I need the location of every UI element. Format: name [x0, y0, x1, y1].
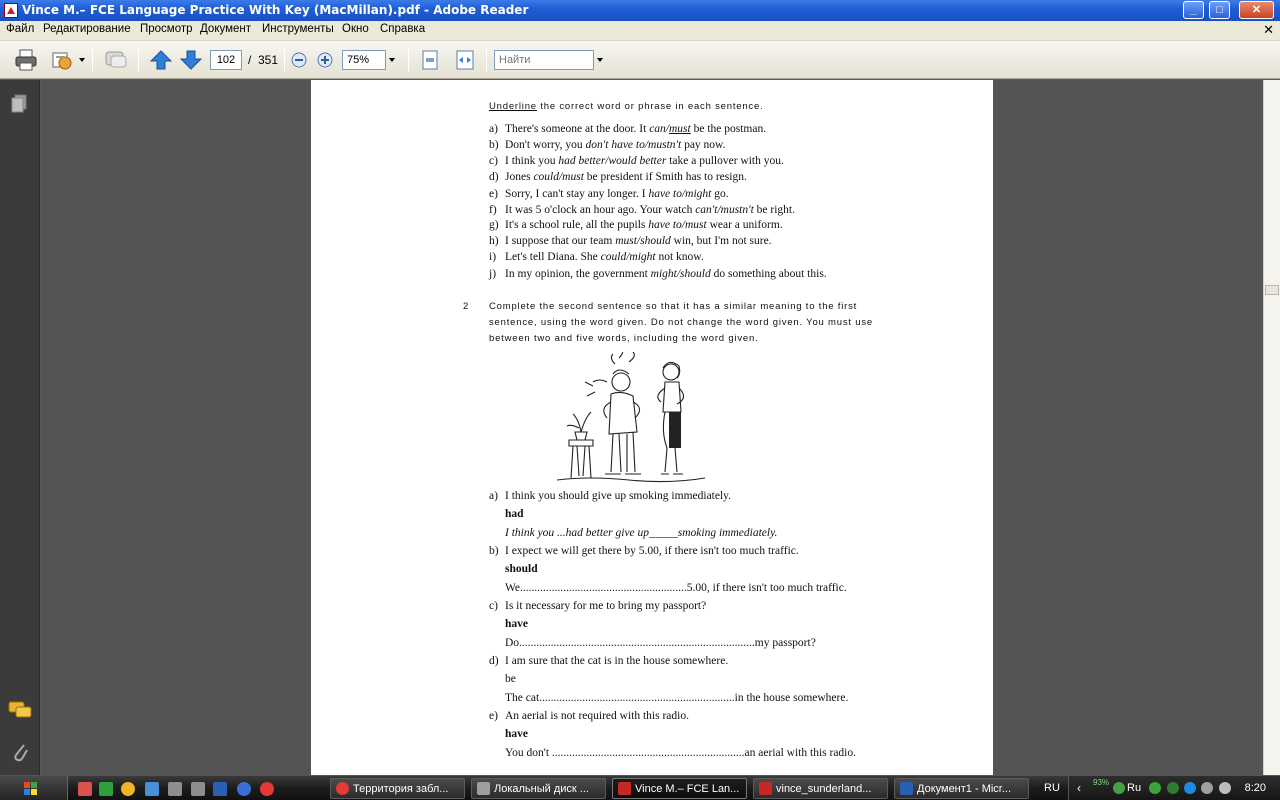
- ex2-keyword: [505, 728, 528, 740]
- maximize-button[interactable]: □: [1209, 1, 1230, 19]
- ex1-label: c): [489, 155, 498, 167]
- ex1-text: I suppose that our team: [505, 235, 616, 247]
- ex1-options: must/should: [615, 235, 671, 247]
- quicklaunch-chrome-icon[interactable]: [260, 782, 274, 796]
- document-viewport[interactable]: [41, 80, 1263, 775]
- minimize-button[interactable]: _: [1183, 1, 1204, 19]
- ex1-text: go.: [711, 188, 729, 200]
- ex2-answer-line-text: Do..................................................................................my passport?: [505, 637, 816, 649]
- quicklaunch-avast-icon[interactable]: [121, 782, 135, 796]
- ex2-answer-line-text: We..........................................................5.00, if there isn't too much traffic.: [505, 582, 847, 594]
- ex1-options: don't have to/mustn't: [585, 139, 682, 151]
- exercise-1-item: [489, 268, 827, 280]
- ex1-label: a): [489, 123, 498, 135]
- exercise-1-item: [489, 171, 747, 183]
- start-button[interactable]: [0, 776, 68, 800]
- exercise-1-item: [489, 188, 729, 200]
- ex1-label: e): [489, 188, 498, 200]
- ex1-text: There's someone at the door. It: [505, 123, 650, 135]
- ex1-label: d): [489, 171, 499, 183]
- quicklaunch-word-icon[interactable]: [213, 782, 227, 796]
- exercise-1-item: [489, 139, 725, 151]
- ex2-sentence-text: I am sure that the cat is in the house somewhere.: [505, 655, 729, 667]
- search-input[interactable]: [494, 50, 594, 70]
- ex2-sentence: [489, 655, 728, 667]
- ex1-label: f): [489, 204, 497, 216]
- toolbar-separator: [284, 48, 285, 72]
- ex2-answer-line: [505, 527, 777, 539]
- tray-lang-icon[interactable]: Ru: [1127, 782, 1142, 794]
- ex1-options: might/should: [650, 268, 711, 280]
- window-titlebar: [0, 0, 1280, 21]
- page-separator: /: [248, 53, 252, 67]
- ex1-text: It's a school rule, all the pupils: [505, 219, 649, 231]
- ex1-options: could/must: [533, 171, 584, 183]
- tray-app-icon[interactable]: [1184, 782, 1196, 794]
- ex2-label: c): [489, 600, 498, 612]
- pdf-page: [311, 80, 993, 775]
- exercise-2-instruction-line: Complete the second sentence so that it has a similar meaning to the first: [489, 301, 858, 312]
- zoom-level-input[interactable]: [342, 50, 386, 70]
- fit-width-icon[interactable]: [453, 49, 477, 71]
- toolbar-separator: [408, 48, 409, 72]
- tray-app-icon[interactable]: [1201, 782, 1213, 794]
- word-icon: [900, 782, 913, 795]
- wifi-icon[interactable]: [1167, 782, 1179, 794]
- pdf-icon: [618, 782, 631, 795]
- zoom-in-icon[interactable]: [316, 51, 334, 69]
- ex1-text: do something about this.: [710, 268, 827, 280]
- menu-view[interactable]: Просмотр: [140, 23, 193, 35]
- ex2-keyword: [505, 508, 524, 520]
- ex2-answer-line-text: You don't ...................................................................an aerial with this radio.: [505, 747, 856, 759]
- ex1-options: have to/must: [648, 219, 707, 231]
- ex2-answer-line: [505, 637, 816, 649]
- pdf-icon: [759, 782, 772, 795]
- ex1-text: be right.: [753, 204, 795, 216]
- ex1-text: be the postman.: [690, 123, 767, 135]
- adobe-reader-icon: [4, 3, 18, 18]
- toolbar-separator: [486, 48, 487, 72]
- task-label: Документ1 - Micr...: [917, 783, 1012, 795]
- menu-window[interactable]: Окно: [342, 23, 369, 35]
- exercise-1-instruction: [489, 101, 764, 112]
- ex1-options-underlined: must: [669, 123, 691, 135]
- ex2-keyword-text: have: [505, 618, 528, 630]
- ex1-options: could/might: [600, 251, 656, 263]
- ex1-label: j): [489, 268, 497, 280]
- ex2-sentence: [489, 710, 689, 722]
- ex1-options: had better/would better: [558, 155, 667, 167]
- tray-expand-icon[interactable]: ‹: [1077, 781, 1081, 795]
- ex1-text: Jones: [505, 171, 534, 183]
- ex1-text: Don't worry, you: [505, 139, 586, 151]
- previous-page-icon[interactable]: [149, 49, 173, 71]
- ex1-text: not know.: [655, 251, 704, 263]
- ex2-label: b): [489, 545, 499, 557]
- windows-logo-icon: [24, 782, 38, 795]
- ex1-text: be president if Smith has to resign.: [583, 171, 747, 183]
- ex1-text: win, but I'm not sure.: [670, 235, 772, 247]
- close-document-icon[interactable]: ✕: [1263, 22, 1274, 37]
- ex2-keyword-text: had: [505, 508, 524, 520]
- page-number-input[interactable]: [210, 50, 242, 70]
- instruction-text: the correct word or phrase in each sentence.: [536, 101, 764, 112]
- task-label: Локальный диск ...: [494, 783, 589, 795]
- ex2-keyword: [505, 673, 516, 685]
- toolbar-separator: [92, 48, 93, 72]
- close-button[interactable]: ✕: [1239, 1, 1274, 19]
- menu-help[interactable]: Справка: [380, 23, 426, 35]
- volume-icon[interactable]: [1219, 782, 1231, 794]
- next-page-icon[interactable]: [179, 49, 203, 71]
- comments-panel-icon[interactable]: [8, 700, 32, 720]
- exercise-1-item: [489, 235, 772, 247]
- ex2-label: d): [489, 655, 499, 667]
- ex1-options: can/: [649, 123, 669, 135]
- utorrent-icon[interactable]: [1149, 782, 1161, 794]
- scrollbar-thumb[interactable]: [1265, 285, 1279, 295]
- fit-page-icon[interactable]: [418, 49, 442, 71]
- taskbar: [0, 775, 1280, 800]
- exercise-1-item: [489, 123, 766, 135]
- ex1-label: g): [489, 219, 499, 231]
- exercise-1-item: [489, 219, 783, 231]
- task-label: vince_sunderland...: [776, 783, 872, 795]
- ex2-sentence: [489, 490, 731, 502]
- email-share-icon[interactable]: [50, 49, 74, 71]
- ex2-sentence: [489, 545, 799, 557]
- ex1-text: Sorry, I can't stay any longer. I: [505, 188, 649, 200]
- comment-icon[interactable]: [104, 49, 128, 71]
- ex1-text: Let's tell Diana. She: [505, 251, 601, 263]
- toolbar-separator: [138, 48, 139, 72]
- ex2-sentence-text: An aerial is not required with this radio.: [505, 710, 689, 722]
- ex2-answer-line: [505, 747, 856, 759]
- ex1-text: I think you: [505, 155, 559, 167]
- taskbar-task-pdf[interactable]: [753, 778, 888, 799]
- navigation-panel: [0, 80, 40, 775]
- quicklaunch-media-icon[interactable]: [237, 782, 251, 796]
- ex1-label: h): [489, 235, 499, 247]
- exercise-2-number: 2: [463, 301, 470, 312]
- share-dropdown-icon[interactable]: [79, 58, 85, 62]
- exercise-2-instruction-line: between two and five words, including the word given.: [489, 333, 759, 344]
- toolbar: [0, 41, 1280, 79]
- quicklaunch-excel-icon[interactable]: [99, 782, 113, 796]
- taskbar-task-adobe-reader[interactable]: [612, 778, 747, 799]
- search-dropdown-icon[interactable]: [597, 58, 603, 62]
- exercise-1-item: [489, 204, 795, 216]
- ex1-text: pay now.: [681, 139, 726, 151]
- clock: 8:20: [1244, 782, 1266, 794]
- ex2-label: e): [489, 710, 498, 722]
- ex2-sentence-text: I think you should give up smoking immediately.: [505, 490, 732, 502]
- ex2-keyword: [505, 563, 538, 575]
- ex2-sentence-text: Is it necessary for me to bring my passport?: [505, 600, 707, 612]
- system-tray: [1044, 776, 1280, 800]
- taskbar-task-chrome[interactable]: [330, 778, 465, 799]
- attachments-panel-icon[interactable]: [10, 740, 30, 764]
- ex2-answer-line-text: The cat....................................................................in the house somewhere.: [505, 692, 849, 704]
- ex2-answer-line: [505, 582, 847, 594]
- language-indicator[interactable]: RU: [1044, 782, 1060, 794]
- ex1-options: have to/might: [648, 188, 712, 200]
- ex2-sentence: [489, 600, 706, 612]
- chrome-icon: [336, 782, 349, 795]
- exercise-1-item: [489, 251, 704, 263]
- quicklaunch-app-icon[interactable]: [78, 782, 92, 796]
- zoom-out-icon[interactable]: [290, 51, 308, 69]
- ex2-keyword-text: should: [505, 563, 538, 575]
- battery-percent: 93%: [1093, 778, 1110, 787]
- window-title: Vince M.– FCE Language Practice With Key (MacMillan).pdf - Adobe Reader: [22, 3, 529, 17]
- taskbar-task-explorer[interactable]: [471, 778, 606, 799]
- quicklaunch-drive-icon[interactable]: [168, 782, 182, 796]
- ex1-label: b): [489, 139, 499, 151]
- ex1-text: In my opinion, the government: [505, 268, 651, 280]
- exercise-2-instruction-line: sentence, using the word given. Do not change the word given. You must use: [489, 317, 873, 328]
- vertical-scrollbar[interactable]: [1263, 80, 1280, 775]
- ex2-label: a): [489, 490, 498, 502]
- ex1-text: wear a uniform.: [706, 219, 783, 231]
- ex1-label: i): [489, 251, 497, 263]
- ex2-keyword-text: have: [505, 728, 528, 740]
- ex1-text: take a pullover with you.: [666, 155, 784, 167]
- drive-icon: [477, 782, 490, 795]
- menu-bar: [0, 21, 1280, 41]
- taskbar-task-word[interactable]: [894, 778, 1029, 799]
- zoom-dropdown-icon[interactable]: [389, 58, 395, 62]
- menu-edit[interactable]: Редактирование: [43, 23, 131, 35]
- exercise-1-item: [489, 155, 784, 167]
- ex2-keyword: [505, 618, 528, 630]
- page-total: 351: [258, 53, 279, 67]
- ex2-sentence-text: I expect we will get there by 5.00, if there isn't too much traffic.: [505, 545, 799, 557]
- quicklaunch-drive-icon[interactable]: [191, 782, 205, 796]
- ex2-keyword-text: be: [505, 673, 516, 685]
- print-icon[interactable]: [14, 49, 38, 71]
- pages-panel-icon[interactable]: [10, 94, 28, 114]
- menu-document[interactable]: Документ: [200, 23, 252, 35]
- underline-keyword: Underline: [489, 101, 537, 112]
- menu-file[interactable]: Файл: [6, 23, 35, 35]
- quicklaunch-folder-icon[interactable]: [145, 782, 159, 796]
- task-label: Vince M.– FCE Lan...: [635, 783, 740, 795]
- ex2-answer-line-text: I think you ...had better give up_____smoking immediately.: [505, 527, 778, 539]
- task-label: Территория забл...: [353, 783, 449, 795]
- ex1-text: It was 5 o'clock an hour ago. Your watch: [505, 204, 696, 216]
- ex2-answer-line: [505, 692, 848, 704]
- smoking-cartoon-illustration: [549, 352, 713, 486]
- ex1-options: can't/mustn't: [695, 204, 754, 216]
- tray-app-icon[interactable]: [1113, 782, 1125, 794]
- menu-tools[interactable]: Инструменты: [262, 23, 334, 35]
